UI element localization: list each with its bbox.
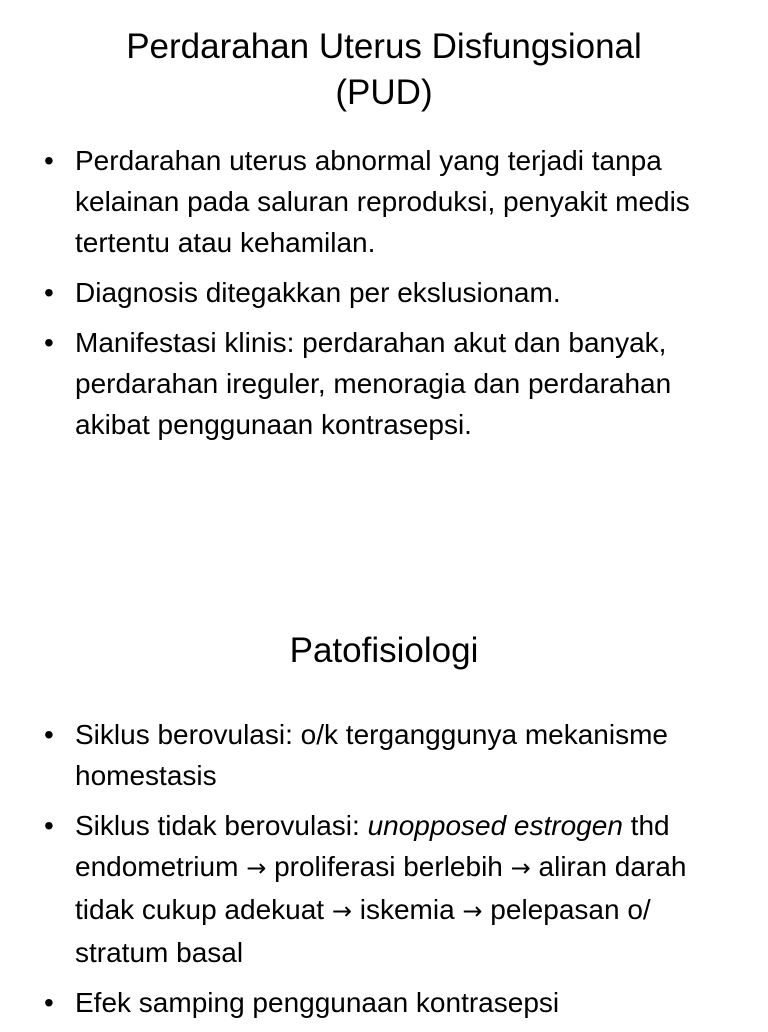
bullet-text-segment: thd endometrium — [75, 810, 670, 882]
title-line-2: (PUD) — [335, 73, 433, 112]
bullet-text-prefix: Siklus tidak berovulasi: — [75, 810, 368, 841]
bullet-text: Diagnosis ditegakkan per ekslusionam. — [75, 277, 561, 308]
slide-patofisiologi — [0, 560, 768, 1024]
emphasis-text: unopposed estrogen — [367, 810, 623, 841]
slide-title-pud — [0, 24, 768, 116]
bullet-dot-icon: • — [44, 987, 54, 1018]
arrow-right-icon: → — [462, 897, 483, 925]
bullet-item — [0, 322, 768, 445]
arrow-right-icon: → — [331, 897, 352, 925]
bullet-item — [0, 982, 768, 1023]
slide-title-patofisiologi: Patofisiologi — [289, 631, 479, 670]
bullet-dot-icon: • — [44, 810, 54, 841]
bullet-text: Efek samping penggunaan kontrasepsi — [75, 987, 560, 1018]
title-line-1: Perdarahan Uterus Disfungsional — [126, 27, 642, 66]
bullet-dot-icon: • — [44, 145, 54, 176]
bullet-text-segment: iskemia — [351, 894, 463, 925]
bullet-dot-icon: • — [44, 719, 54, 750]
arrow-right-icon: → — [510, 854, 531, 882]
bullet-text-segment: aliran darah tidak cukup adekuat — [75, 851, 687, 925]
bullet-list-pud — [0, 140, 768, 454]
bullet-item — [0, 805, 768, 973]
bullet-item — [0, 272, 768, 313]
arrow-right-icon: → — [246, 854, 267, 882]
bullet-item — [0, 140, 768, 263]
bullet-item — [0, 714, 768, 796]
bullet-text: Siklus berovulasi: o/k terganggunya mekanisme homestasis — [75, 719, 668, 791]
bullet-text-segment: pelepasan o/ stratum basal — [75, 894, 651, 968]
bullet-text: Perdarahan uterus abnormal yang terjadi tanpa kelainan pada saluran reproduksi, penyakit medis tertentu atau kehamilan. — [75, 145, 690, 258]
bullet-text: Manifestasi klinis: perdarahan akut dan banyak, perdarahan ireguler, menoragia dan perdarahan akibat penggunaan kontrasepsi. — [75, 327, 672, 440]
bullet-dot-icon: • — [44, 277, 54, 308]
bullet-list-patofisiologi — [0, 714, 768, 1032]
bullet-text-segment: proliferasi berlebih — [266, 851, 511, 882]
bullet-dot-icon: • — [44, 327, 54, 358]
